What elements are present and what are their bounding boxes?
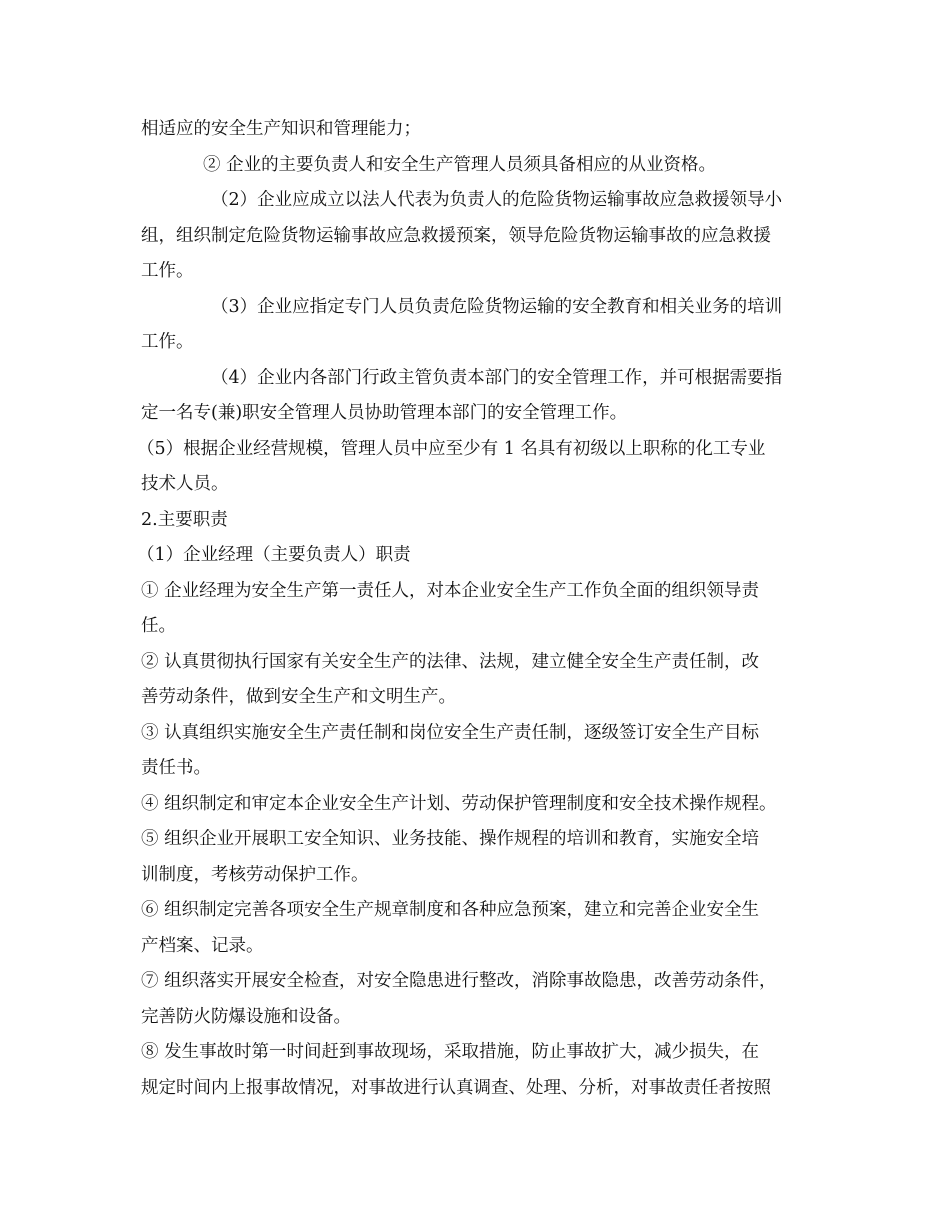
text-line: ⑥ 组织制定完善各项安全生产规章制度和各种应急预案，建立和完善企业安全生 [141,900,760,920]
text-line: （5）根据企业经营规模，管理人员中应至少有 1 名具有初级以上职称的化工专业 [137,439,766,459]
text-line: （3）企业应指定专门人员负责危险货物运输的安全教育和相关业务的培训 [211,297,783,317]
text-line: 善劳动条件，做到安全生产和文明生产。 [141,687,456,707]
text-line: 训制度，考核劳动保护工作。 [141,865,369,885]
text-line: ⑤ 组织企业开展职工安全知识、业务技能、操作规程的培训和教育，实施安全培 [141,829,760,849]
text-line: 产档案、记录。 [141,936,264,956]
subsection-heading: （1）企业经理（主要负责人）职责 [137,545,411,565]
text-line: （4）企业内各部门行政主管负责本部门的安全管理工作，并可根据需要指 [211,368,783,388]
text-line: 技术人员。 [141,474,229,494]
text-line: ② 企业的主要负责人和安全生产管理人员须具备相应的从业资格。 [203,155,717,175]
text-line: 责任书。 [141,758,211,778]
text-line: 工作。 [141,261,194,281]
text-line: ② 认真贯彻执行国家有关安全生产的法律、法规，建立健全安全生产责任制，改 [141,652,760,672]
text-line: ① 企业经理为安全生产第一责任人，对本企业安全生产工作负全面的组织领导责 [141,581,760,601]
text-line: 组，组织制定危险货物运输事故应急救援预案，领导危险货物运输事故的应急救援 [141,226,771,246]
section-heading: 2.主要职责 [141,510,228,530]
text-line: ③ 认真组织实施安全生产责任制和岗位安全生产责任制，逐级签订安全生产目标 [141,723,760,743]
text-line: 完善防火防爆设施和设备。 [141,1007,351,1027]
text-line: ⑦ 组织落实开展安全检查，对安全隐患进行整改，消除事故隐患，改善劳动条件， [141,971,777,991]
text-line: 定一名专(兼)职安全管理人员协助管理本部门的安全管理工作。 [141,403,628,423]
text-line: 工作。 [141,332,194,352]
text-line: 任。 [141,616,176,636]
text-line: 规定时间内上报事故情况，对事故进行认真调查、处理、分析，对事故责任者按照 [141,1078,771,1098]
text-line: ④ 组织制定和审定本企业安全生产计划、劳动保护管理制度和安全技术操作规程。 [141,794,777,814]
text-line: （2）企业应成立以法人代表为负责人的危险货物运输事故应急救援领导小 [211,190,783,210]
text-line: ⑧ 发生事故时第一时间赶到事故现场，采取措施，防止事故扩大，减少损失，在 [141,1042,760,1062]
text-line: 相适应的安全生产知识和管理能力； [141,119,421,139]
